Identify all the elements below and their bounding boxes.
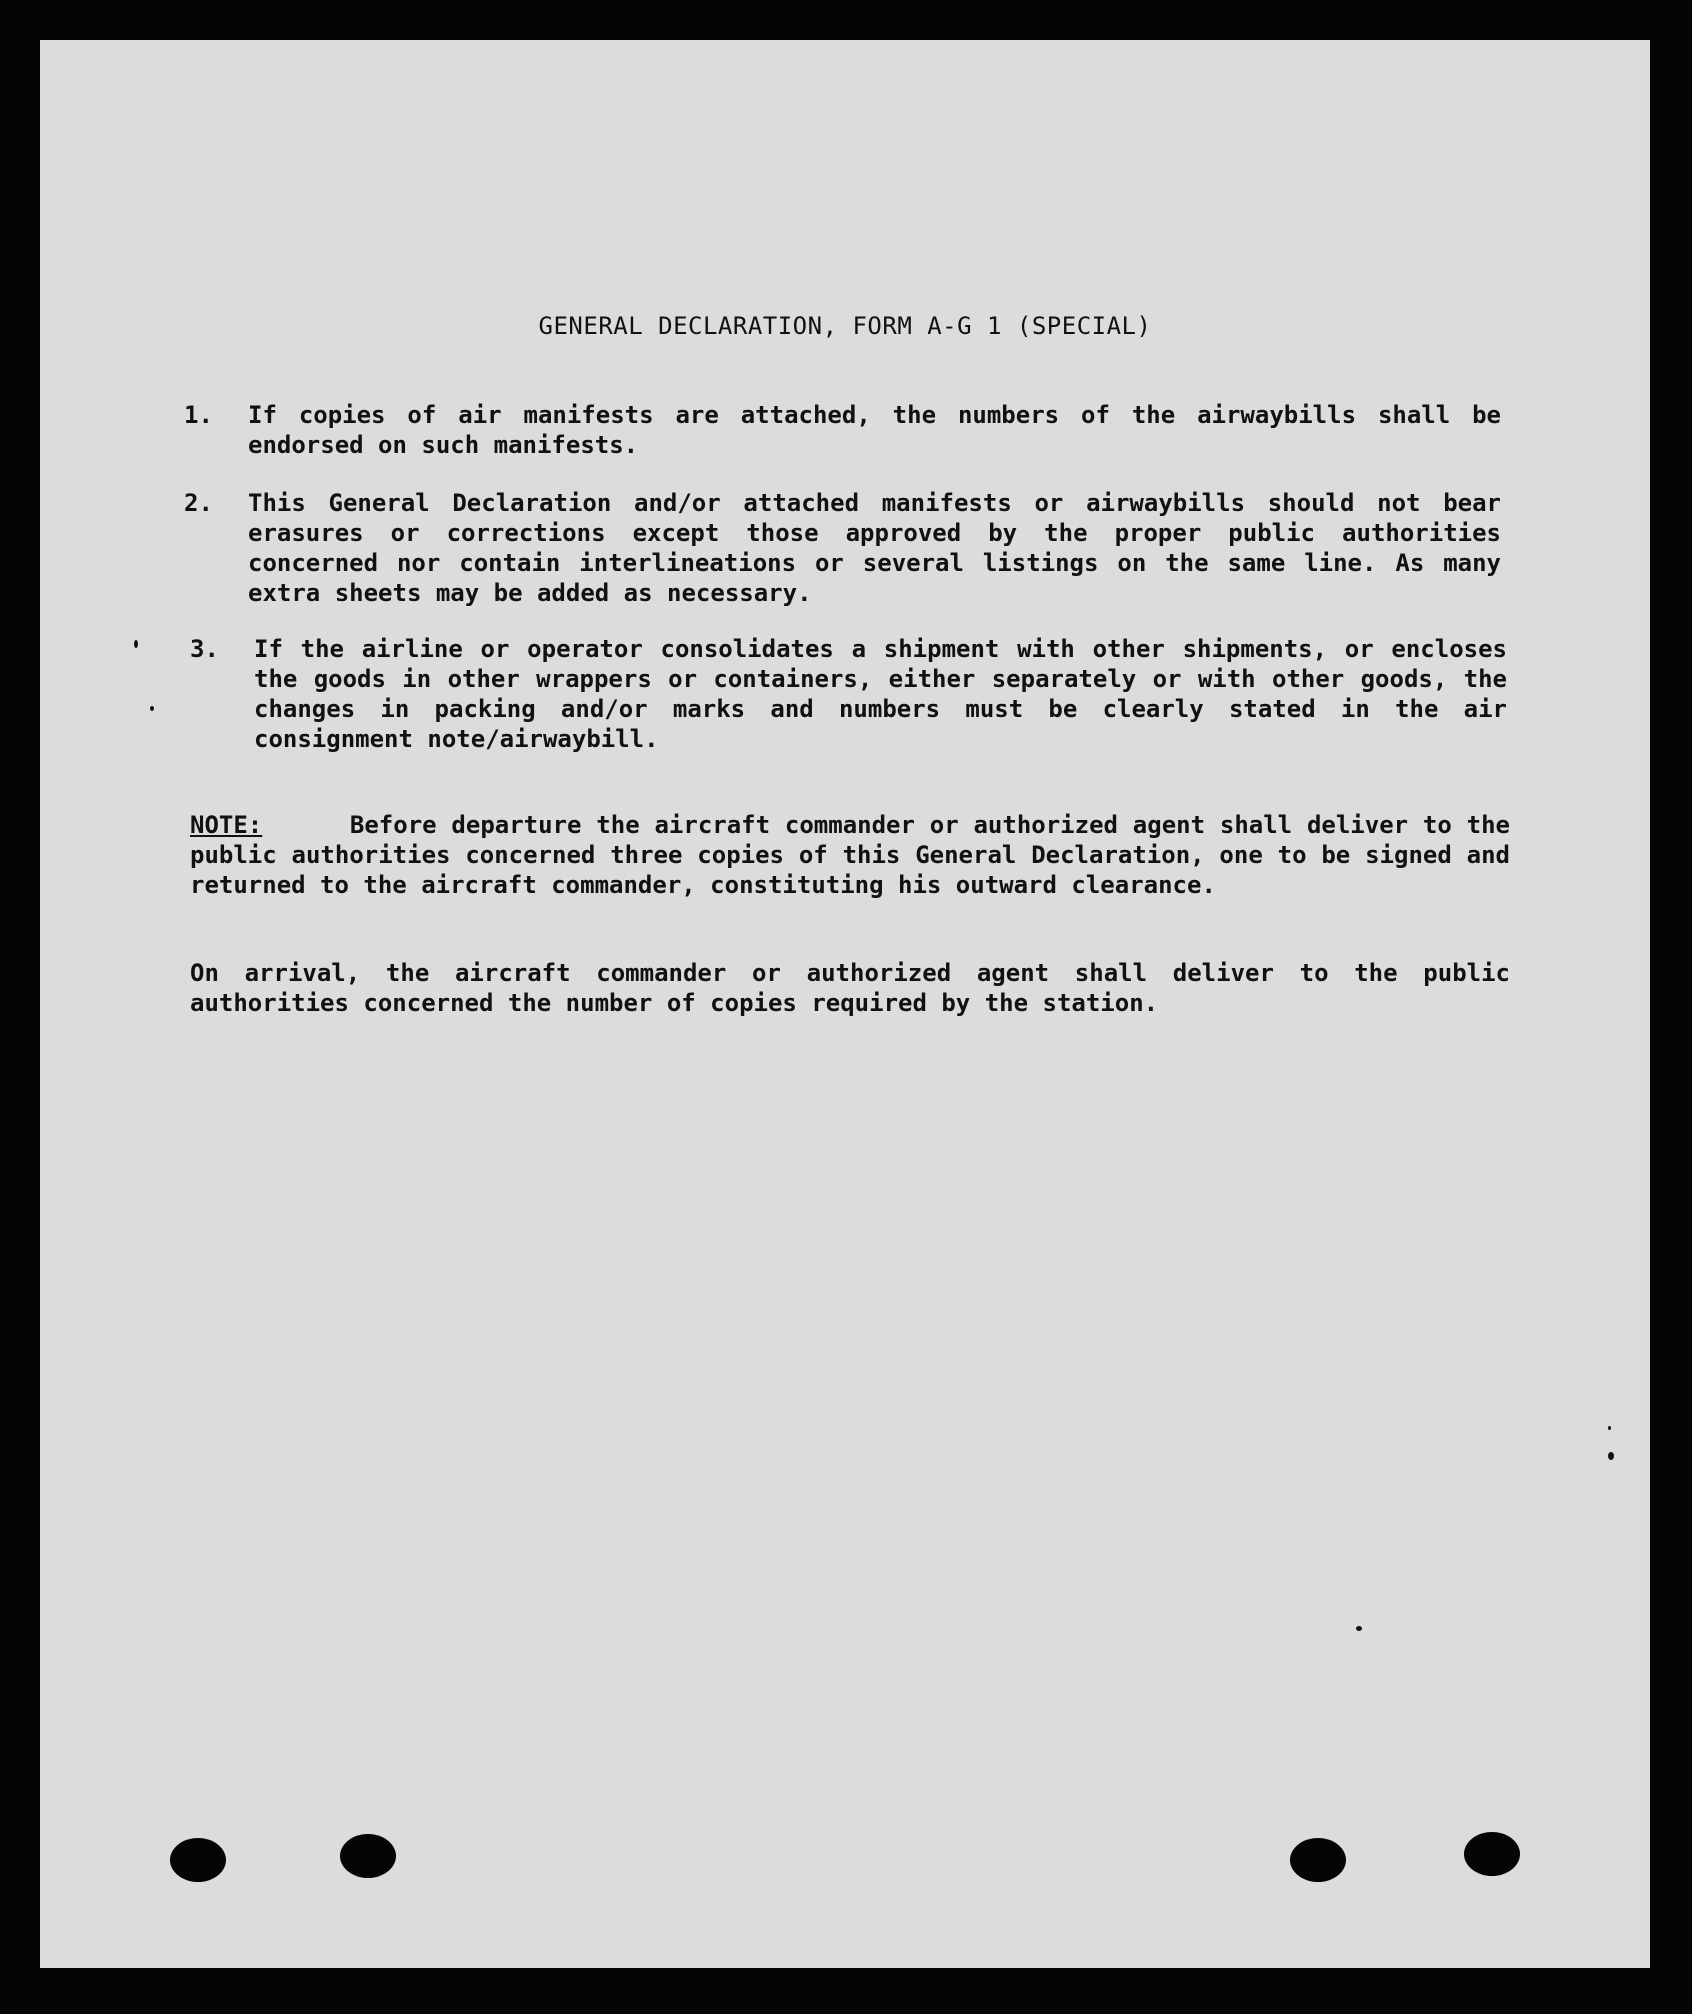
- item-text: If the airline or operator consolidates a shipment with other shipments, or encloses the goods in other wrappers or containers, either separately or with other goods, the changes in packing and/or marks and numbers must be clearly stated in the air consignment note/airwaybill.: [254, 635, 1507, 753]
- speck: [134, 640, 138, 648]
- document-page: [40, 40, 1650, 1968]
- list-item-1: [184, 400, 1501, 460]
- speck: [1608, 1452, 1614, 1460]
- punch-hole: [340, 1834, 396, 1878]
- arrival-paragraph: On arrival, the aircraft commander or authorized agent shall deliver to the public authorities concerned the number of copies required by the station.: [190, 959, 1510, 1017]
- item-text: If copies of air manifests are attached, the numbers of the airwaybills shall be endorsed on such manifests.: [248, 401, 1501, 459]
- item-number: 2.: [184, 489, 213, 517]
- punch-hole: [1290, 1838, 1346, 1882]
- note-text: Before departure the aircraft commander or authorized agent shall deliver to the public authorities concerned three copies of this General Declaration, one to be signed and returned to the aircraft commander, constituting his outward clearance.: [190, 811, 1510, 899]
- list-item-3: [190, 634, 1507, 754]
- document-title: GENERAL DECLARATION, FORM A-G 1 (SPECIAL): [538, 312, 1152, 340]
- speck: [150, 706, 154, 711]
- list-item-2: [184, 488, 1501, 608]
- speck: [1608, 1426, 1611, 1430]
- punch-hole: [170, 1838, 226, 1882]
- punch-hole: [1464, 1832, 1520, 1876]
- item-number: 1.: [184, 401, 213, 429]
- item-number: 3.: [190, 635, 219, 663]
- speck: [1356, 1626, 1362, 1631]
- item-text: This General Declaration and/or attached manifests or airwaybills should not bear erasures or corrections except those approved by the proper public authorities concerned nor contain interlineations or several listings on the same line. As many extra sheets may be added as necessary.: [248, 489, 1501, 607]
- note-label: NOTE:: [190, 811, 263, 839]
- note-paragraph: [190, 810, 1510, 900]
